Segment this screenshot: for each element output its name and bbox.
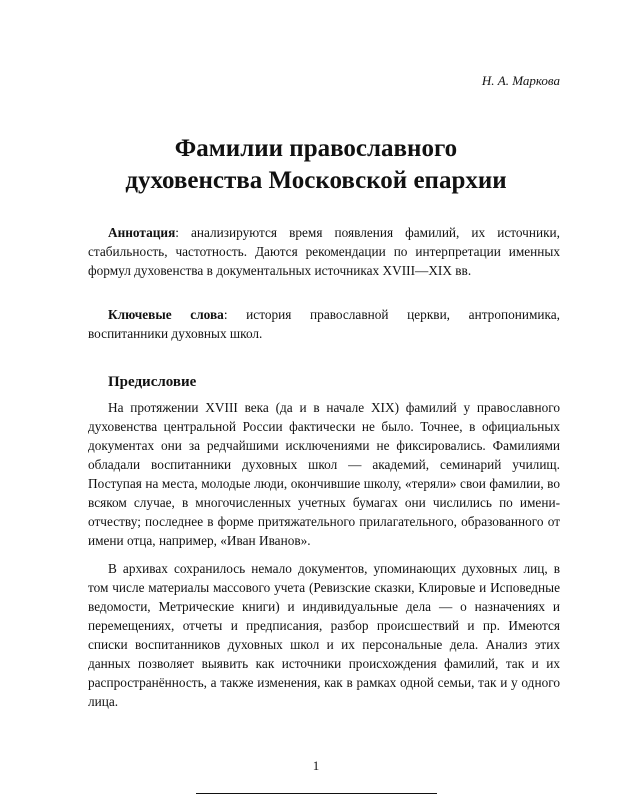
page-number: 1: [312, 758, 320, 773]
keywords-label: Ключевые слова: [108, 307, 224, 322]
abstract-text: : анализируются время появления фамилий, их источники, стабильность, частотность. Даются рекомендации по интерпретации именных формул духовенства в документальных источниках XVIII—XIX вв.: [88, 225, 560, 278]
abstract-label: Аннотация: [108, 225, 176, 240]
abstract-paragraph: [88, 223, 560, 280]
body-paragraph-1: На протяжении XVIII века (да и в начале XIX) фамилий у православного духовенства центральной России фактически не было. Точнее, в официальных документах они за редчайшими исключениями не фиксировались. Фамилиями обладали воспитанники духовных школ — академий, семинарий училищ. Поступая на места, молодые люди, окончившие школу, «теряли» свои фамилии, во всяком случае, в многочисленных учетных бумагах они числились по имени-отчеству; последнее в форме притяжательного прилагательного, образованного от имени отца, например, «Иван Иванов».: [88, 400, 560, 548]
document-title: [0, 133, 632, 197]
keywords-text: : история православной церкви, антропонимика, воспитанники духовных школ.: [88, 307, 560, 341]
title-line-1: Фамилии православного: [174, 135, 458, 162]
title-line-2: духовенства Московской епархии: [125, 167, 507, 194]
section-heading: Предисловие: [108, 374, 197, 390]
author-name: Н. А. Маркова: [481, 73, 560, 88]
footnote-separator: [196, 793, 437, 794]
keywords-paragraph: [88, 305, 560, 343]
body-paragraph-2: В архивах сохранилось немало документов, упоминающих духовных лиц, в том числе материалы массового учета (Ревизские сказки, Клировые и Исповедные ведомости, Метрические книги) и индивидуальные дела — о назначениях и перемещениях, отчеты и предписания, разбор происшествий и пр. Имеются списки воспитанников духовных школ и их персональные дела. Анализ этих данных позволяет выявить как источники происхождения фамилий, так и их распространённость, а также изменения, как в рамках одной семьи, так и у одного лица.: [88, 561, 560, 709]
